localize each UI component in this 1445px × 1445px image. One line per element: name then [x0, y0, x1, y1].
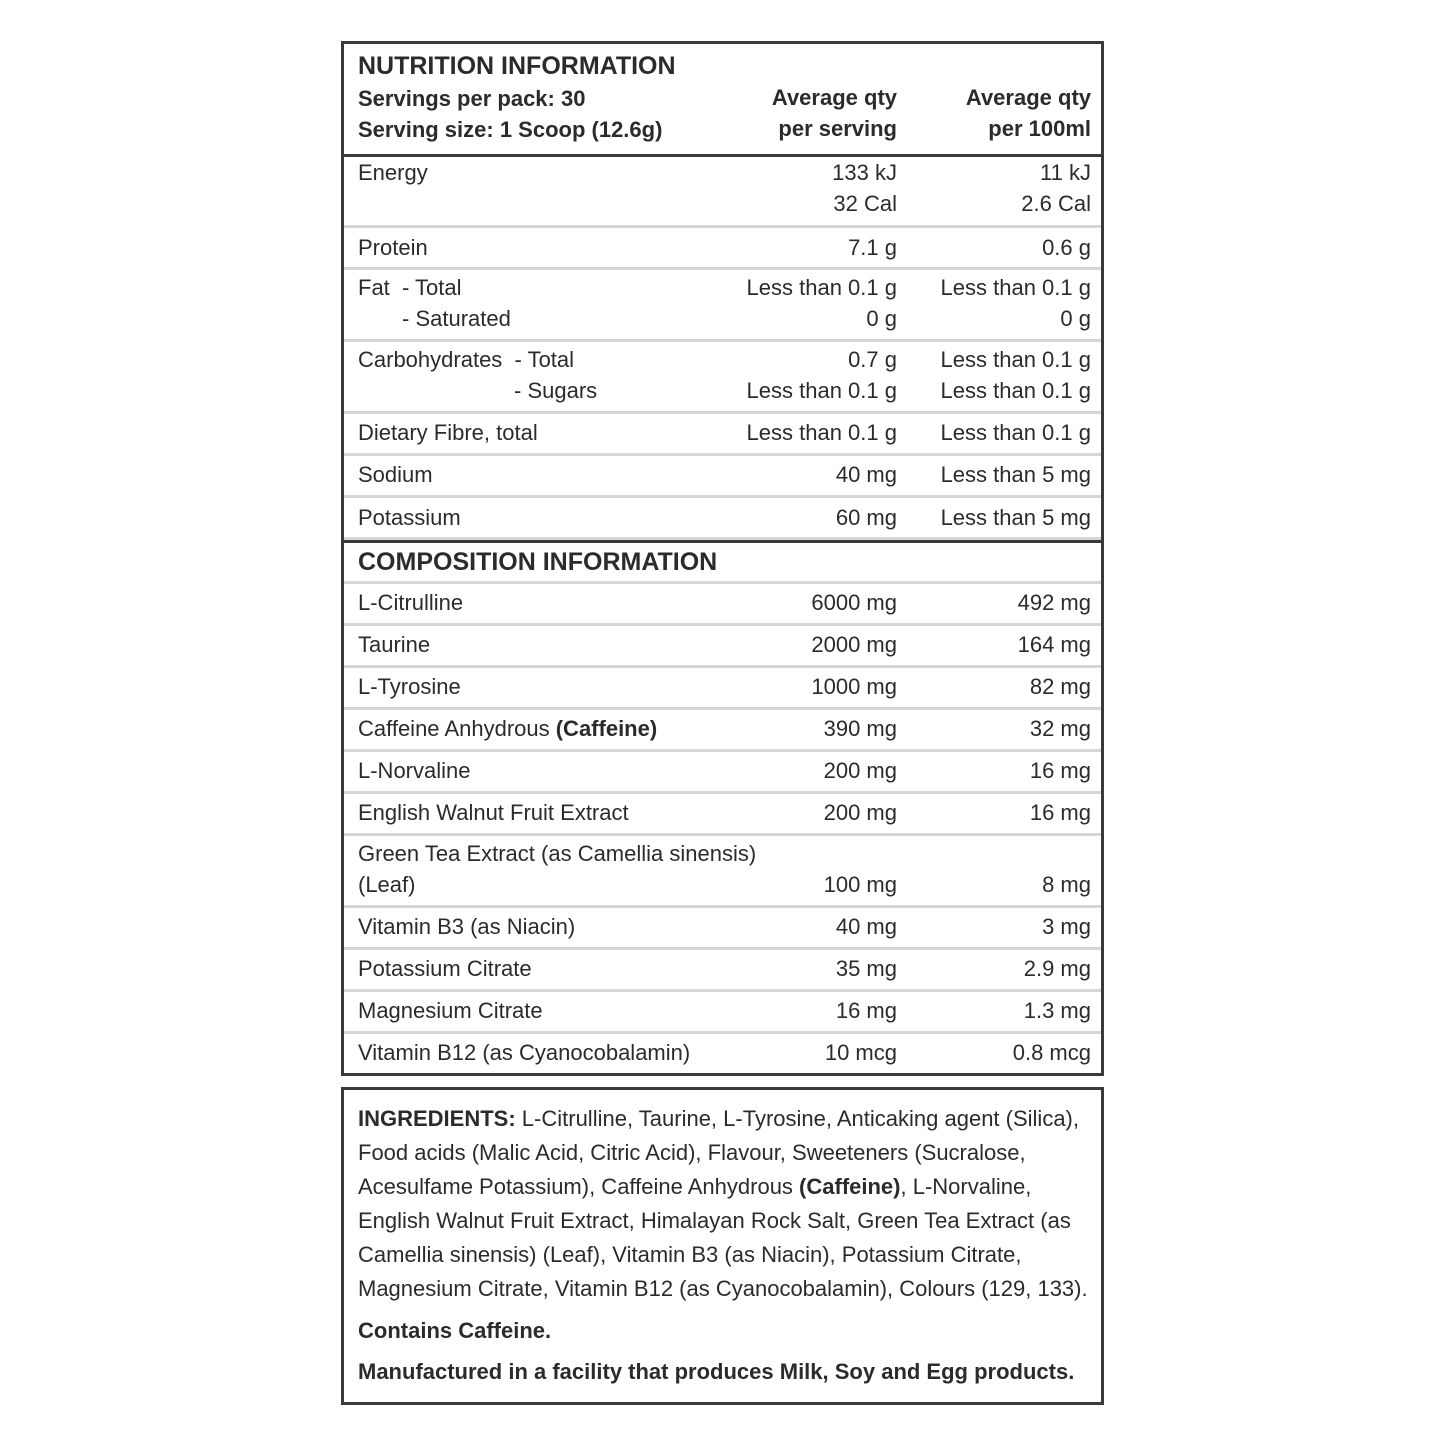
ingredients-list	[358, 1102, 1091, 1306]
per-100ml-value: 2.6 Cal	[1021, 191, 1091, 216]
composition-row	[344, 752, 1101, 794]
composition-row	[344, 908, 1101, 950]
row-label: L-Tyrosine	[358, 674, 461, 699]
row-label: Carbohydrates - Total	[358, 347, 575, 372]
row-label: Taurine	[358, 632, 431, 657]
row-label: Protein	[358, 235, 428, 260]
per-serving-value: 7.1 g	[848, 235, 897, 260]
per-serving-value: 40 mg	[835, 914, 897, 939]
per-serving-value: Less than 0.1 g	[746, 378, 897, 403]
caffeine-note: Contains Caffeine.	[358, 1318, 552, 1343]
per-100ml-value: 0 g	[1060, 306, 1091, 331]
per-serving-value: 6000 mg	[811, 590, 897, 615]
per-serving-value: 32 Cal	[833, 191, 897, 216]
per-100ml-header-line2: per 100ml	[988, 116, 1091, 141]
nutrition-header	[344, 44, 1101, 157]
per-serving-value: 16 mg	[835, 998, 897, 1023]
row-sublabel: - Sugars	[514, 378, 598, 403]
row-label: Energy	[358, 160, 428, 185]
row-label: Vitamin B3 (as Niacin)	[358, 914, 576, 939]
servings-per-pack: Servings per pack: 30	[358, 86, 586, 111]
ingredients-caffeine: (Caffeine)	[799, 1174, 901, 1199]
per-serving-value: 100 mg	[823, 872, 897, 897]
per-100ml-value: Less than 0.1 g	[940, 275, 1091, 300]
nutrition-row	[344, 228, 1101, 270]
allergen-note: Manufactured in a facility that produces Milk, Soy and Egg products.	[358, 1359, 1075, 1384]
per-100ml-header	[966, 82, 1091, 144]
ingredients-heading: INGREDIENTS:	[358, 1106, 516, 1131]
row-label: L-Citrulline	[358, 590, 464, 615]
per-serving-value: 2000 mg	[811, 632, 897, 657]
composition-row	[344, 794, 1101, 836]
nutrition-panel	[341, 41, 1104, 1076]
per-serving-value: 0.7 g	[848, 347, 897, 372]
per-serving-header	[772, 82, 897, 144]
composition-row	[344, 992, 1101, 1034]
per-serving-value: 10 mcg	[824, 1040, 897, 1065]
row-label: Vitamin B12 (as Cyanocobalamin)	[358, 1040, 691, 1065]
nutrition-row	[344, 498, 1101, 540]
row-label: Dietary Fibre, total	[358, 420, 538, 445]
serving-size: Serving size: 1 Scoop (12.6g)	[358, 117, 663, 142]
nutrition-row	[344, 414, 1101, 456]
ingredients-panel	[341, 1087, 1104, 1405]
nutrition-row	[344, 157, 1101, 228]
per-100ml-value: 0.6 g	[1042, 235, 1091, 260]
nutrition-row	[344, 342, 1101, 414]
per-serving-value: 133 kJ	[832, 160, 897, 185]
per-100ml-value: 8 mg	[1042, 872, 1091, 897]
per-100ml-header-line1: Average qty	[965, 85, 1091, 110]
row-label-text: Caffeine Anhydrous	[358, 716, 556, 741]
per-serving-value: 390 mg	[823, 716, 897, 741]
nutrition-row	[344, 270, 1101, 342]
per-100ml-value: 32 mg	[1029, 716, 1091, 741]
composition-row	[344, 626, 1101, 668]
per-serving-value: Less than 0.1 g	[746, 275, 897, 300]
per-100ml-value: 0.8 mcg	[1012, 1040, 1091, 1065]
composition-header	[344, 540, 1101, 584]
composition-row	[344, 836, 1101, 908]
per-100ml-value: 1.3 mg	[1023, 998, 1091, 1023]
per-100ml-value: 16 mg	[1029, 758, 1091, 783]
row-label-bold: (Caffeine)	[555, 716, 658, 741]
row-label: Sodium	[358, 462, 433, 487]
per-serving-value: 200 mg	[823, 800, 897, 825]
per-100ml-value: 16 mg	[1029, 800, 1091, 825]
per-100ml-value: Less than 0.1 g	[940, 378, 1091, 403]
row-label: Potassium Citrate	[358, 956, 532, 981]
per-serving-value: Less than 0.1 g	[746, 420, 897, 445]
row-label: Potassium	[358, 505, 461, 530]
row-sublabel: (Leaf)	[358, 872, 416, 897]
row-label	[358, 713, 657, 744]
composition-row	[344, 950, 1101, 992]
per-100ml-value: Less than 5 mg	[940, 462, 1091, 487]
per-100ml-value: Less than 0.1 g	[940, 347, 1091, 372]
row-label: English Walnut Fruit Extract	[358, 800, 629, 825]
per-serving-header-line1: Average qty	[771, 85, 897, 110]
composition-row	[344, 584, 1101, 626]
per-100ml-value: Less than 0.1 g	[940, 420, 1091, 445]
row-sublabel: - Saturated	[402, 306, 511, 331]
per-100ml-value: 492 mg	[1017, 590, 1091, 615]
per-100ml-value: Less than 5 mg	[940, 505, 1091, 530]
per-100ml-value: 3 mg	[1042, 914, 1091, 939]
composition-title: COMPOSITION INFORMATION	[358, 548, 718, 576]
per-100ml-value: 2.9 mg	[1023, 956, 1091, 981]
per-serving-value: 60 mg	[835, 505, 897, 530]
ingredients-text-a: L-Citrulline, Taurine, L-Tyrosine, Anticaking agent (Silica), Food acids (Malic Acid, Citric Acid), Flavour, Sweeteners (Sucralose, Acesulfame Potassium), Caffeine Anhydrous	[358, 1106, 1079, 1199]
composition-row	[344, 710, 1101, 752]
per-100ml-value: 11 kJ	[1040, 160, 1091, 185]
composition-row	[344, 668, 1101, 710]
per-serving-header-line2: per serving	[778, 116, 897, 141]
per-100ml-value: 164 mg	[1017, 632, 1091, 657]
row-label: Green Tea Extract (as Camellia sinensis)	[358, 841, 757, 866]
per-serving-value: 40 mg	[835, 462, 897, 487]
nutrition-row	[344, 456, 1101, 498]
row-label: Magnesium Citrate	[358, 998, 543, 1023]
per-serving-value: 200 mg	[823, 758, 897, 783]
per-100ml-value: 82 mg	[1029, 674, 1091, 699]
per-serving-value: 1000 mg	[811, 674, 897, 699]
nutrition-title: NUTRITION INFORMATION	[358, 52, 676, 80]
per-serving-value: 35 mg	[835, 956, 897, 981]
per-serving-value: 0 g	[866, 306, 897, 331]
ingredients-text-b: , L-Norvaline, English Walnut Fruit Extract, Himalayan Rock Salt, Green Tea Extract (as Camellia sinensis) (Leaf), Vitamin B3 (as Niacin), Potassium Citrate, Magnesium Citrate, Vitamin B12 (as Cyanocobalamin), Colours (129, 133).	[358, 1174, 1088, 1301]
row-label: L-Norvaline	[358, 758, 471, 783]
composition-row	[344, 1034, 1101, 1073]
row-label: Fat - Total	[358, 275, 462, 300]
